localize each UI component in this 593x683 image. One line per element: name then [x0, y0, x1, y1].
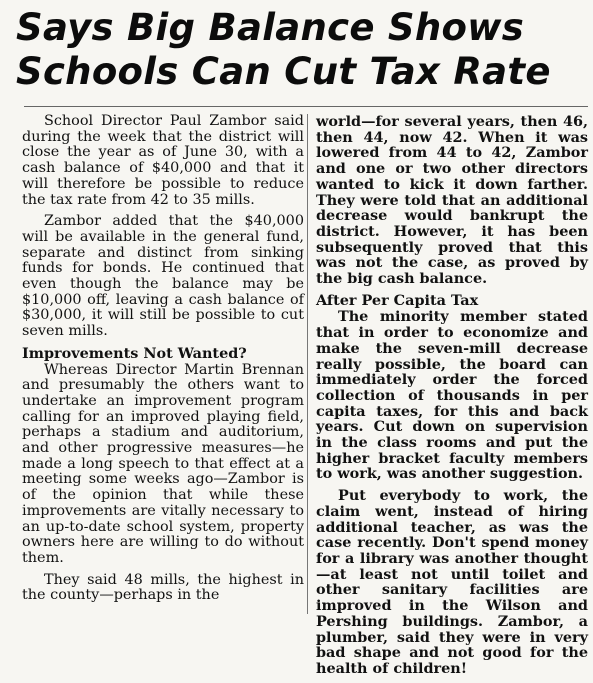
headline-line-2: Schools Can Cut Tax Rate: [16, 50, 551, 93]
subheading: After Per Capita Tax: [316, 291, 479, 309]
column-divider: [307, 114, 308, 614]
right-column: [316, 114, 588, 683]
headline-line-1: Says Big Balance Shows: [16, 6, 525, 49]
paragraph: world—for several years, then 46, then 44, now 42. When it was lowered from 44 to 42, Zambor and one or two other directors wanted to kick it down farther. They were told that an additional decrease would bankrupt the district. However, it has been subsequently proved that this was not the case, as proved by the big cash balance.: [316, 113, 588, 288]
paragraph: Put everybody to work, the claim went, instead of hiring additional teacher, as was the case recently. Don't spend money for a library was another thought—at least not until toilet and other sanitary facilities are improved in the Wilson and Pershing buildings. Zambor, a plumber, said they were in very bad shape and not good for the health of children!: [316, 487, 588, 677]
paragraph: They said 48 mills, the highest in the county—perhaps in the: [22, 571, 304, 604]
headline: [10, 6, 588, 94]
paragraph: Zambor added that the $40,000 will be available in the general fund, separate and distinct from sinking funds for bonds. He continued that even though the balance may be $10,000 off, leaving a cash balance of $30,000, it will still be possible to cut seven mills.: [22, 213, 304, 340]
paragraph: Whereas Director Martin Brennan and presumably the others want to undertake an improvement program calling for an improved playing field, perhaps a stadium and auditorium, and other progressive measures—he made a long speech to that effect at a meeting some weeks ago—Zambor is of the opinion that while these improvements are vitally necessary to an up-to-date school system, property owners here are willing to do without them.: [22, 361, 304, 566]
left-column: [22, 114, 304, 610]
article-body: [14, 113, 588, 677]
headline-rule: [24, 106, 588, 107]
paragraph: School Director Paul Zambor said during the week that the district will close the year as of June 30, with a cash balance of $40,000 and that it will therefore be possible to reduce the tax rate from 42 to 35 mills.: [22, 113, 304, 208]
newspaper-clipping: [10, 6, 588, 677]
subheading: Improvements Not Wanted?: [22, 344, 247, 362]
paragraph: The minority member stated that in order to economize and make the seven-mill decrease really possible, the board can immediately order the forced collection of thousands in per capita taxes, for this and back years. Cut down on supervision in the class rooms and put the higher bracket faculty members to work, was another suggestion.: [316, 308, 588, 483]
